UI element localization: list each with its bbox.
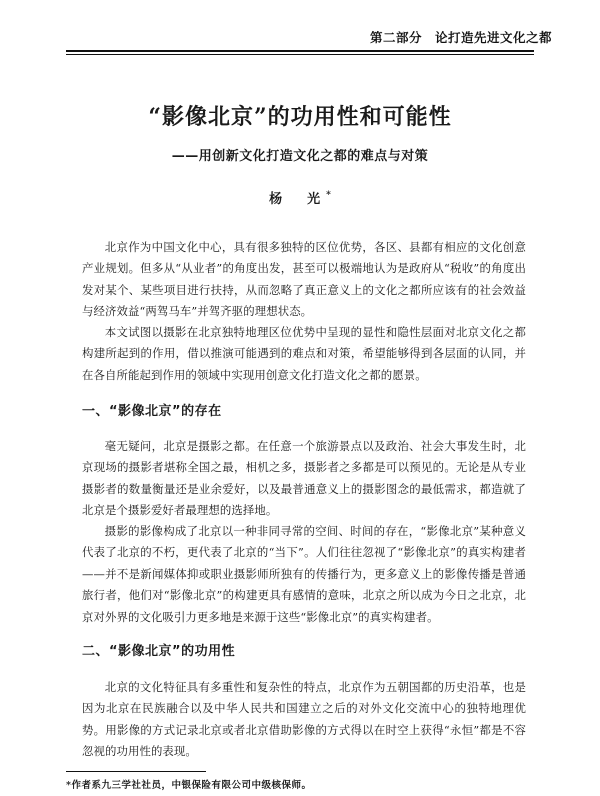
footnote: *作者系九三学社社员，中银保险有限公司中级核保师。 — [66, 780, 312, 791]
section-2-paragraph-1: 北京的文化特征具有多重性和复杂性的特点，北京作为五朝国都的历史沿革，也是因为北京在民族融合以及中华人民共和国建立之后的对外文化交流中心的独特地理优势。用影像的方式记录北京或者北京借助影像的方式得以在时空上获得“永恒”都是不容忽视的功用性的表现。 — [82, 680, 526, 759]
header-rule — [66, 50, 534, 55]
section-1-heading: 一、“影像北京”的存在 — [82, 404, 222, 419]
intro-paragraph-2: 本文试图以摄影在北京独特地理区位优势中呈现的显性和隐性层面对北京文化之都构建所起到的作用，借以推演可能遇到的难点和对策，希望能够得到各层面的认同，并在各自所能起到作用的领域中实现用创意文化打造文化之都的愿景。 — [82, 325, 526, 382]
section-1-paragraph-1: 毫无疑问，北京是摄影之都。在任意一个旅游景点以及政治、社会大事发生时，北京现场的摄影者堪称全国之最，相机之多，摄影者之多都是可以预见的。无论是从专业摄影者的数量衡量还是业余爱好，以及最普通意义上的摄影图念的最低需求，都造就了北京是个摄影爱好者最理想的选择地。 — [82, 439, 526, 518]
section-1-paragraph-2: 摄影的影像构成了北京以一种非同寻常的空间、时间的存在，“影像北京”某种意义代表了北京的不朽，更代表了北京的“当下”。人们往往忽视了“影像北京”的真实构建者——并不是新闻媒体抑或职业摄影师所独有的传播行为，更多意义上的影像传播是普通旅行者，他们对“影像北京”的构建更具有感情的意味，北京之所以成为今日之北京，北京对外界的文化吸引力更多地是来源于这些“影像北京”的真实构建者。 — [82, 524, 526, 624]
running-head: 第二部分 论打造先进文化之都 — [369, 30, 552, 45]
author-footnote-mark: * — [326, 190, 331, 201]
author-line — [0, 188, 600, 207]
article-subtitle: ——用创新文化打造文化之都的难点与对策 — [171, 149, 429, 164]
footnote-rule — [66, 771, 206, 772]
author-name: 杨 光 — [269, 192, 327, 207]
intro-paragraph-1: 北京作为中国文化中心，具有很多独特的区位优势，各区、县都有相应的文化创意产业规划。但多从“从业者”的角度出发，甚至可以极端地认为是政府从“税收”的角度出发对某个、某些项目进行扶持，从而忽略了真正意义上的文化之都所应该有的社会效益与经济效益“两驾马车”并驾齐驱的理想状态。 — [82, 240, 526, 319]
article-title: “影像北京”的功用性和可能性 — [148, 104, 452, 130]
section-2-heading: 二、“影像北京”的功用性 — [82, 644, 236, 659]
